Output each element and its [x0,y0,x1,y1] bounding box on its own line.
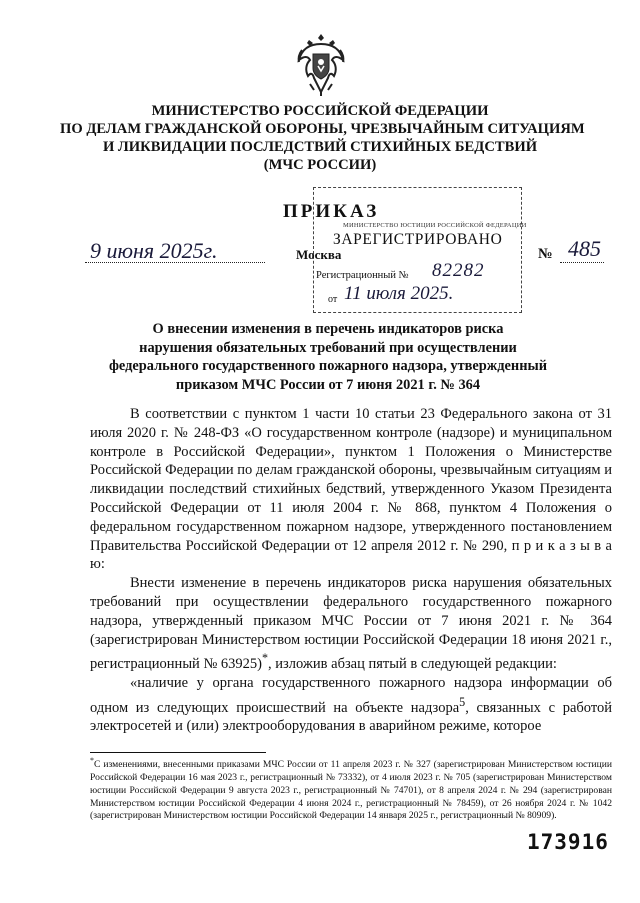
paragraph-1-text: В соответствии с пунктом 1 части 10 статьи 23 Федерального закона от 31 июля 2020 г. № 248-ФЗ «О государственном контроле (надзоре) и муниципальном контроле в Российской Федерации», пунктом 1 Положения о Министерстве Российской Федерации по делам гражданской обороны, чрезвычайным ситуациям и ликвидации последствий стихийных бедствий, утвержденного Указом Президента Российской Федерации от 11 июля 2004 г. № 868, пунктом 4 Положения о федеральном государственном пожарном надзоре, утвержденного постановлением Правительства Российской Федерации от 12 апреля 2012 г. № 290, [90,406,612,554]
paragraph-1 [90,405,612,574]
stamp-registered-label: ЗАРЕГИСТРИРОВАНО [333,231,503,248]
ministry-header [60,102,585,174]
paragraph-3-text: «наличие у органа государственного пожарного надзора информации об одном из следующих происшествий на объекте надзора [90,674,612,716]
footnote-ref-5: 5 [459,694,466,709]
footnote-mark: * [90,756,94,765]
title-line-3: федерального государственного пожарного надзора, утвержденный [108,358,548,374]
document-type: ПРИКАЗ [283,201,380,222]
paragraph-2 [90,574,612,674]
title-line-4: приказом МЧС России от 7 июня 2021 г. № 364 [175,376,481,393]
ministry-line-3: И ЛИКВИДАЦИИ ПОСЛЕДСТВИЙ СТИХИЙНЫХ БЕДСТВИЙ [102,139,538,155]
ministry-line-4: (МЧС РОССИИ) [263,157,377,173]
state-emblem-icon [296,30,346,98]
order-city: Москва [296,247,342,262]
footnote-divider [90,752,266,753]
order-number: 485 [568,236,601,261]
document-body [90,405,612,736]
order-date: 9 июня 2025г. [90,238,218,263]
order-clause: п р и к а з ы в а ю: [90,537,612,573]
stamp-header: МИНИСТЕРСТВО ЮСТИЦИИ РОССИЙСКОЙ ФЕДЕРАЦИИ [343,222,527,229]
ministry-line-1: МИНИСТЕРСТВО РОССИЙСКОЙ ФЕДЕРАЦИИ [151,103,489,119]
paragraph-2-text: Внести изменение в перечень индикаторов риска нарушения обязательных требований при осуществлении федерального государственного пожарного надзора, утвержденный приказом МЧС России от 7 июня 2021 г. № 364 (зарегистрирован Министерством юстиции Российской Федерации 18 июня 2021 г., регистрационный № 63925) [90,575,612,673]
footnote-text: С изменениями, внесенными приказами МЧС России от 11 апреля 2023 г. № 327 (зарегистрирован Министерством юстиции Российской Федерации 16 мая 2023 г., регистрационный № 73332), от 4 июля 2023 г. № 705 (зарегистрирован Министерством юстиции Российской Федерации 9 августа 2023 г., регистрационный № 74701), от 8 апреля 2024 г. № 294 (зарегистрирован Министерством юстиции Российской Федерации 4 июня 2024 г., регистрационный № 78459), от 26 ноября 2024 г. № 1042 (зарегистрирован Министерством юстиции Российской Федерации 14 января 2025 г., регистрационный № 80909). [90,759,612,822]
paragraph-3 [90,674,612,736]
stamp-reg-number-label: Регистрационный № [316,270,409,281]
title-line-1: О внесении изменения в перечень индикаторов риска [152,321,504,337]
serial-number: 173916 [527,830,609,854]
date-underline [85,262,265,263]
number-underline [560,262,604,263]
stamp-date-prefix: от [328,294,338,305]
footnote-ref: * [261,651,269,666]
stamp-reg-number: 82282 [432,260,485,281]
footnote [90,755,612,823]
order-number-label: № [538,246,553,262]
paragraph-2-tail: , изложив абзац пятый в следующей редакции: [268,656,557,673]
title-line-2: нарушения обязательных требований при осуществлении [139,339,517,356]
paragraph-3-tail: , связанных с работой электросетей и (или) электрооборудования в аварийном режиме, которое [90,699,612,735]
ministry-line-2: ПО ДЕЛАМ ГРАЖДАНСКОЙ ОБОРОНЫ, ЧРЕЗВЫЧАЙНЫМ СИТУАЦИЯМ [60,121,585,137]
stamp-date: 11 июля 2025. [344,283,454,304]
document-title [88,320,568,394]
